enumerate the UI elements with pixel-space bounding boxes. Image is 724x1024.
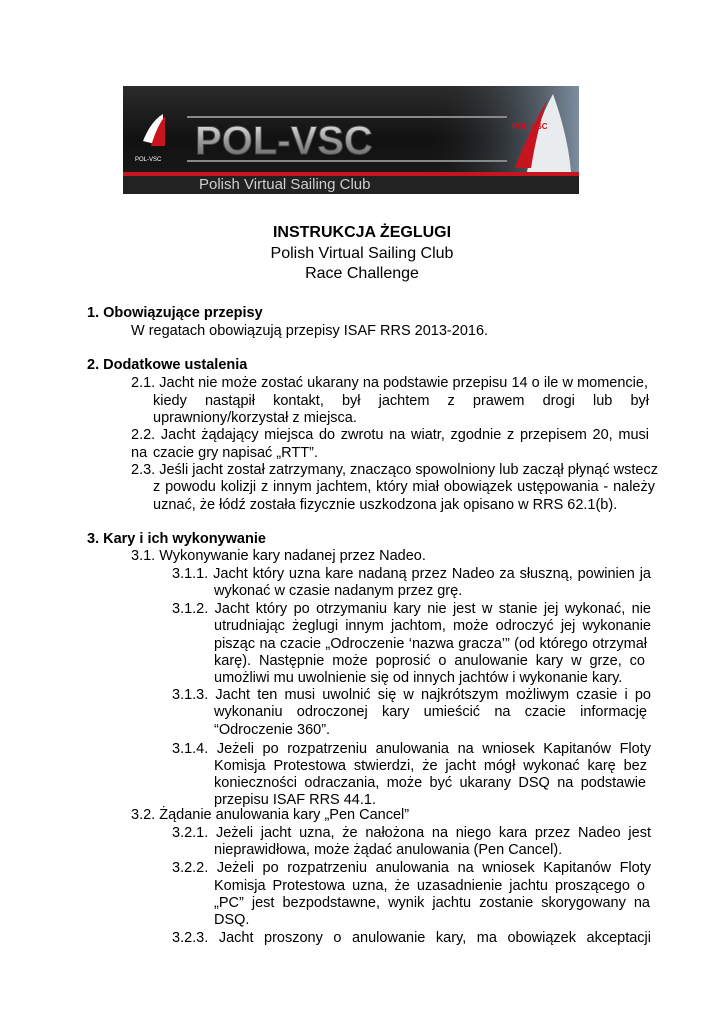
rule-2-3-line: z powodu kolizji z innym jachtem, który miał obowiązek ustępowania - należy: [153, 479, 655, 495]
subsection-heading: 3.2. Żądanie anulowania kary „Pen Cancel”: [131, 807, 410, 823]
rule-2-1-line: 2.1. Jacht nie może zostać ukarany na podstawie przepisu 14 o ile w momencie,: [131, 375, 648, 391]
banner-title: POL-VSC: [195, 119, 373, 163]
rule-3-2-1-line: 3.2.1. Jeżeli jacht uzna, że nałożona na niego kara przez Nadeo jest: [172, 825, 651, 841]
rule-3-1-4-line: konieczności odraczania, może być ukarany DSQ na podstawie: [214, 775, 646, 791]
document-title: INSTRUKCJA ŻEGLUGI: [272, 224, 452, 241]
rule-2-3-line: uznać, że łódź została fizycznie uszkodzona jak opisano w RRS 62.1(b).: [153, 497, 618, 513]
rule-3-1-3-line: “Odroczenie 360”.: [214, 722, 331, 738]
rule-2-2-line: czacie gry napisać „RTT”.: [153, 445, 318, 461]
paragraph-line: W regatach obowiązują przepisy ISAF RRS 2013-2016.: [131, 323, 489, 339]
rule-2-3-line: 2.3. Jeśli jacht został zatrzymany, znacząco spowolniony lub zaczął płynąć wstecz: [131, 462, 658, 478]
rule-3-2-2-line: 3.2.2. Jeżeli po rozpatrzeniu anulowania na wniosek Kapitanów Floty: [172, 860, 651, 876]
banner-tagline: Polish Virtual Sailing Club: [199, 176, 371, 193]
rule-3-1-1-line: 3.1.1. Jacht który uzna kare nadaną przez Nadeo za słuszną, powinien ja: [172, 566, 651, 582]
sail-logo-text: POL-VSC: [512, 122, 548, 131]
rule-3-2-3-line: 3.2.3. Jacht proszony o anulowanie kary, ma obowiązek akceptacji: [172, 930, 651, 946]
rule-3-1-4-line: Komisja Protestowa stwierdzi, że jacht mógł wykonać karę bez: [214, 758, 647, 774]
rule-3-1-2-line: umożliwi mu uwolnienie się od innych jachtów i wykonanie kary.: [214, 670, 623, 686]
rule-3-1-2-line: pisząc na czacie „Odroczenie ‘nazwa gracza’” (od którego otrzymał: [214, 636, 647, 652]
rule-3-1-3-line: wykonaniu odroczonej kary umieścić na czacie informację: [214, 704, 647, 720]
rule-3-1-2-line: utrudniając żeglugi innym jachtom, może odroczyć jej wykonanie: [214, 618, 651, 634]
rule-3-1-4-line: 3.1.4. Jeżeli po rozpatrzeniu anulowania na wniosek Kapitanów Floty: [172, 741, 651, 757]
rule-2-1-line: uprawniony/korzystał z miejsca.: [153, 410, 357, 426]
section-heading: 1. Obowiązujące przepisy: [87, 305, 263, 321]
banner-small-logo-text: POL-VSC: [135, 157, 162, 163]
rule-3-1-2-line: karę). Następnie może poprosić o anulowanie kary w grze, co: [214, 653, 645, 669]
rule-3-1-1-line: wykonać w czasie nadanym przez grę.: [214, 583, 463, 599]
club-banner: [123, 86, 579, 194]
section-heading: 2. Dodatkowe ustalenia: [87, 357, 248, 373]
rule-2-2-line: 2.2. Jacht żądający miejsca do zwrotu na wiatr, zgodnie z przepisem 20, musi na: [131, 427, 649, 461]
rule-3-2-1-line: nieprawidłowa, może żądać anulowania (Pen Cancel).: [214, 842, 563, 858]
rule-3-1-4-line: przepisu ISAF RRS 44.1.: [214, 792, 376, 808]
rule-3-1-3-line: 3.1.3. Jacht ten musi uwolnić się w najkrótszym możliwym czasie i po: [172, 687, 651, 703]
rule-3-2-2-line: DSQ.: [214, 912, 250, 928]
rule-3-2-2-line: Komisja Protestowa uzna, że uzasadnienie jachtu proszącego o: [214, 878, 645, 894]
banner-graphic: [123, 86, 579, 194]
rule-3-1-2-line: 3.1.2. Jacht który po otrzymaniu kary nie jest w stanie jej wykonać, nie: [172, 601, 651, 617]
section-heading: 3. Kary i ich wykonywanie: [87, 531, 266, 547]
document-subtitle-club: Polish Virtual Sailing Club: [270, 245, 454, 262]
rule-2-1-line: kiedy nastąpił kontakt, był jachtem z prawem drogi lub był: [153, 393, 649, 409]
document-subtitle-event: Race Challenge: [305, 265, 419, 282]
subsection-heading: 3.1. Wykonywanie kary nadanej przez Nadeo.: [131, 548, 426, 564]
rule-3-2-2-line: „PC” jest bezpodstawne, wynik jachtu zostanie skorygowany na: [214, 895, 650, 911]
